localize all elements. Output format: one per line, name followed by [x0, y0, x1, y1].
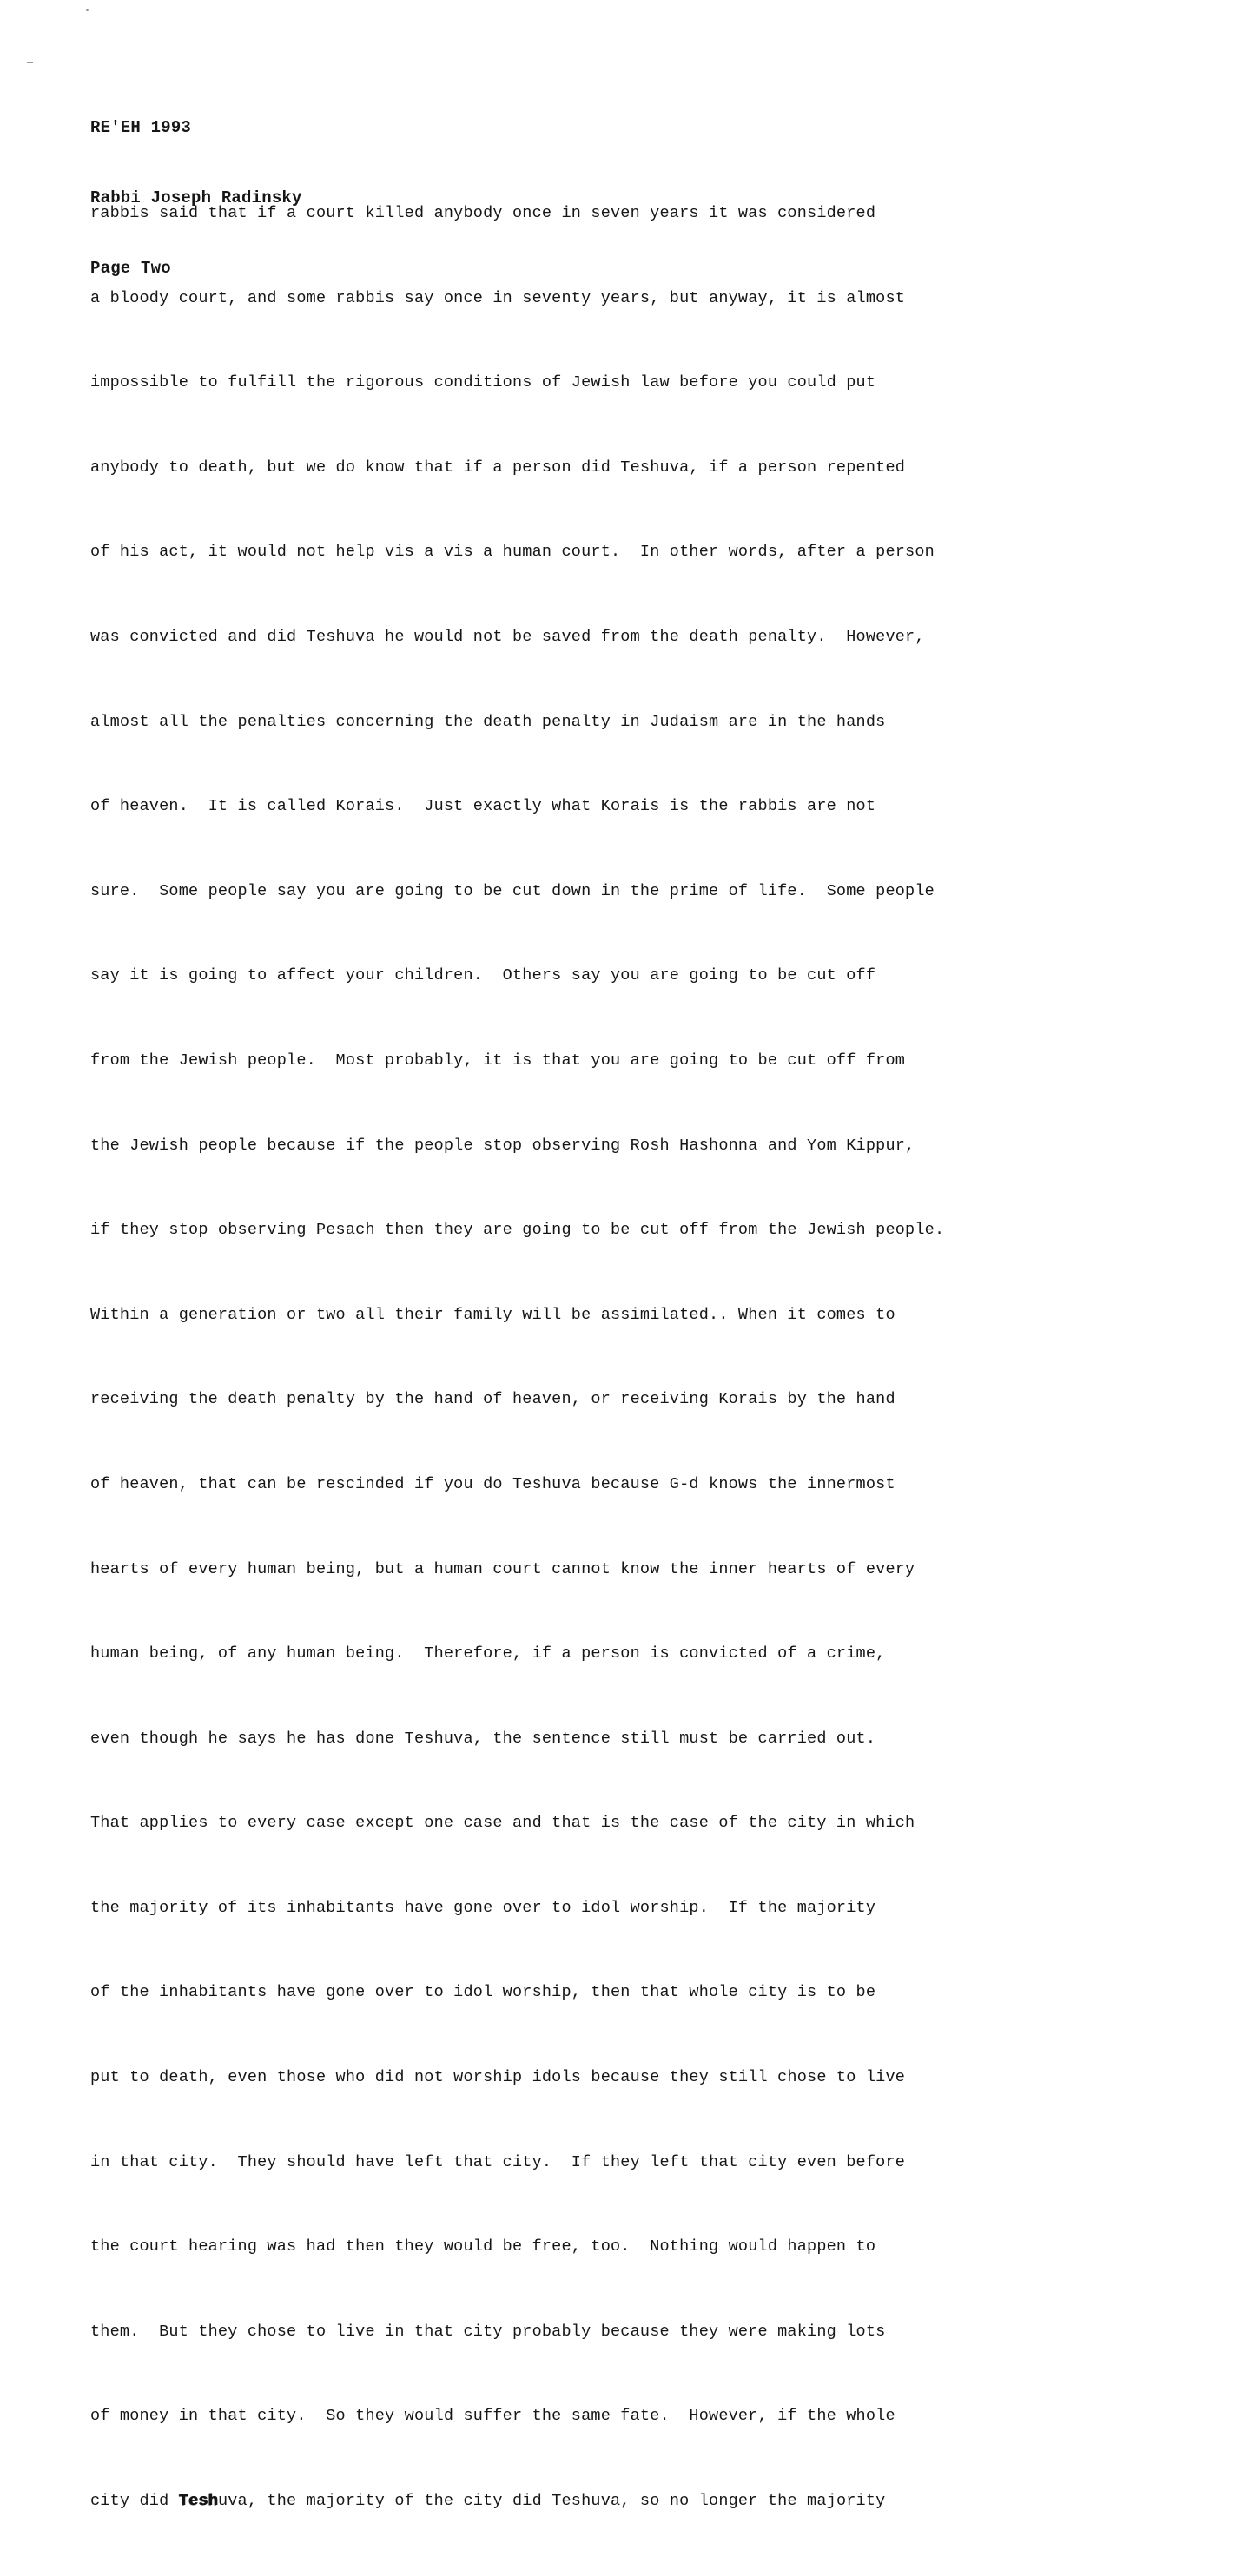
text-line: human being, of any human being. Therefore, if a person is convicted of a crime,	[90, 1644, 886, 1664]
text-line: sure. Some people say you are going to be cut down in the prime of life. Some people	[90, 881, 935, 900]
text-line: in that city. They should have left that city. If they left that city even before	[90, 2152, 906, 2171]
text-line: of heaven, that can be rescinded if you do Teshuva because G-d knows the innermost	[90, 1474, 895, 1493]
text-line: was convicted and did Teshuva he would not be saved from the death penalty. However,	[90, 627, 925, 646]
header-page-number: Page Two	[90, 259, 171, 278]
text-line: anybody to death, but we do know that if a person did Teshuva, if a person repented	[90, 458, 906, 477]
text-line: a bloody court, and some rabbis say once in seventy years, but anyway, it is almost	[90, 288, 906, 307]
text-line: the Jewish people because if the people stop observing Rosh Hashonna and Yom Kippur,	[90, 1136, 915, 1155]
text-line: of money in that city. So they would suffer the same fate. However, if the whole	[90, 2407, 895, 2426]
text-line: receiving the death penalty by the hand of heaven, or receiving Korais by the hand	[90, 1390, 895, 1409]
scan-speck-dash	[27, 62, 33, 63]
text-line: the court hearing was had then they would be free, too. Nothing would happen to	[90, 2237, 876, 2256]
overstruck-word: Tesh	[178, 2492, 218, 2511]
text-line: from the Jewish people. Most probably, it is that you are going to be cut off from	[90, 1051, 906, 1070]
text-line: That applies to every case except one case and that is the case of the city in which	[90, 1814, 915, 1833]
text-line: of his act, it would not help vis a vis a human court. In other words, after a person	[90, 543, 935, 562]
text-line: impossible to fulfill the rigorous conditions of Jewish law before you could put	[90, 373, 876, 392]
text-line: rabbis said that if a court killed anybody once in seven years it was considered	[90, 204, 876, 222]
text-line: almost all the penalties concerning the death penalty in Judaism are in the hands	[90, 712, 886, 731]
text-line: even though he says he has done Teshuva, the sentence still must be carried out.	[90, 1729, 876, 1748]
header-title: RE'EH 1993	[90, 118, 192, 137]
last-line-rest: uva, the majority of the city did Teshuva, so no longer the majority	[217, 2492, 886, 2511]
text-line: put to death, even those who did not worship idols because they still chose to live	[90, 2068, 906, 2087]
header-author: Rabbi Joseph Radinsky	[90, 188, 302, 208]
text-line-last	[90, 2491, 944, 2540]
document-body	[90, 167, 944, 2576]
text-line: them. But they chose to live in that city probably because they were making lots	[90, 2322, 886, 2341]
text-line: Within a generation or two all their family will be assimilated.. When it comes to	[90, 1305, 895, 1324]
scan-speck-dot	[86, 9, 89, 11]
text-line: say it is going to affect your children. Others say you are going to be cut off	[90, 966, 876, 985]
text-line: the majority of its inhabitants have gone over to idol worship. If the majority	[90, 1898, 876, 1917]
last-line-prefix: city did	[90, 2492, 179, 2511]
text-line: of the inhabitants have gone over to idol worship, then that whole city is to be	[90, 1983, 876, 2002]
text-line: hearts of every human being, but a human court cannot know the inner hearts of every	[90, 1559, 915, 1578]
text-line: if they stop observing Pesach then they are going to be cut off from the Jewish people.	[90, 1221, 945, 1240]
text-line: of heaven. It is called Korais. Just exactly what Korais is the rabbis are not	[90, 797, 876, 816]
